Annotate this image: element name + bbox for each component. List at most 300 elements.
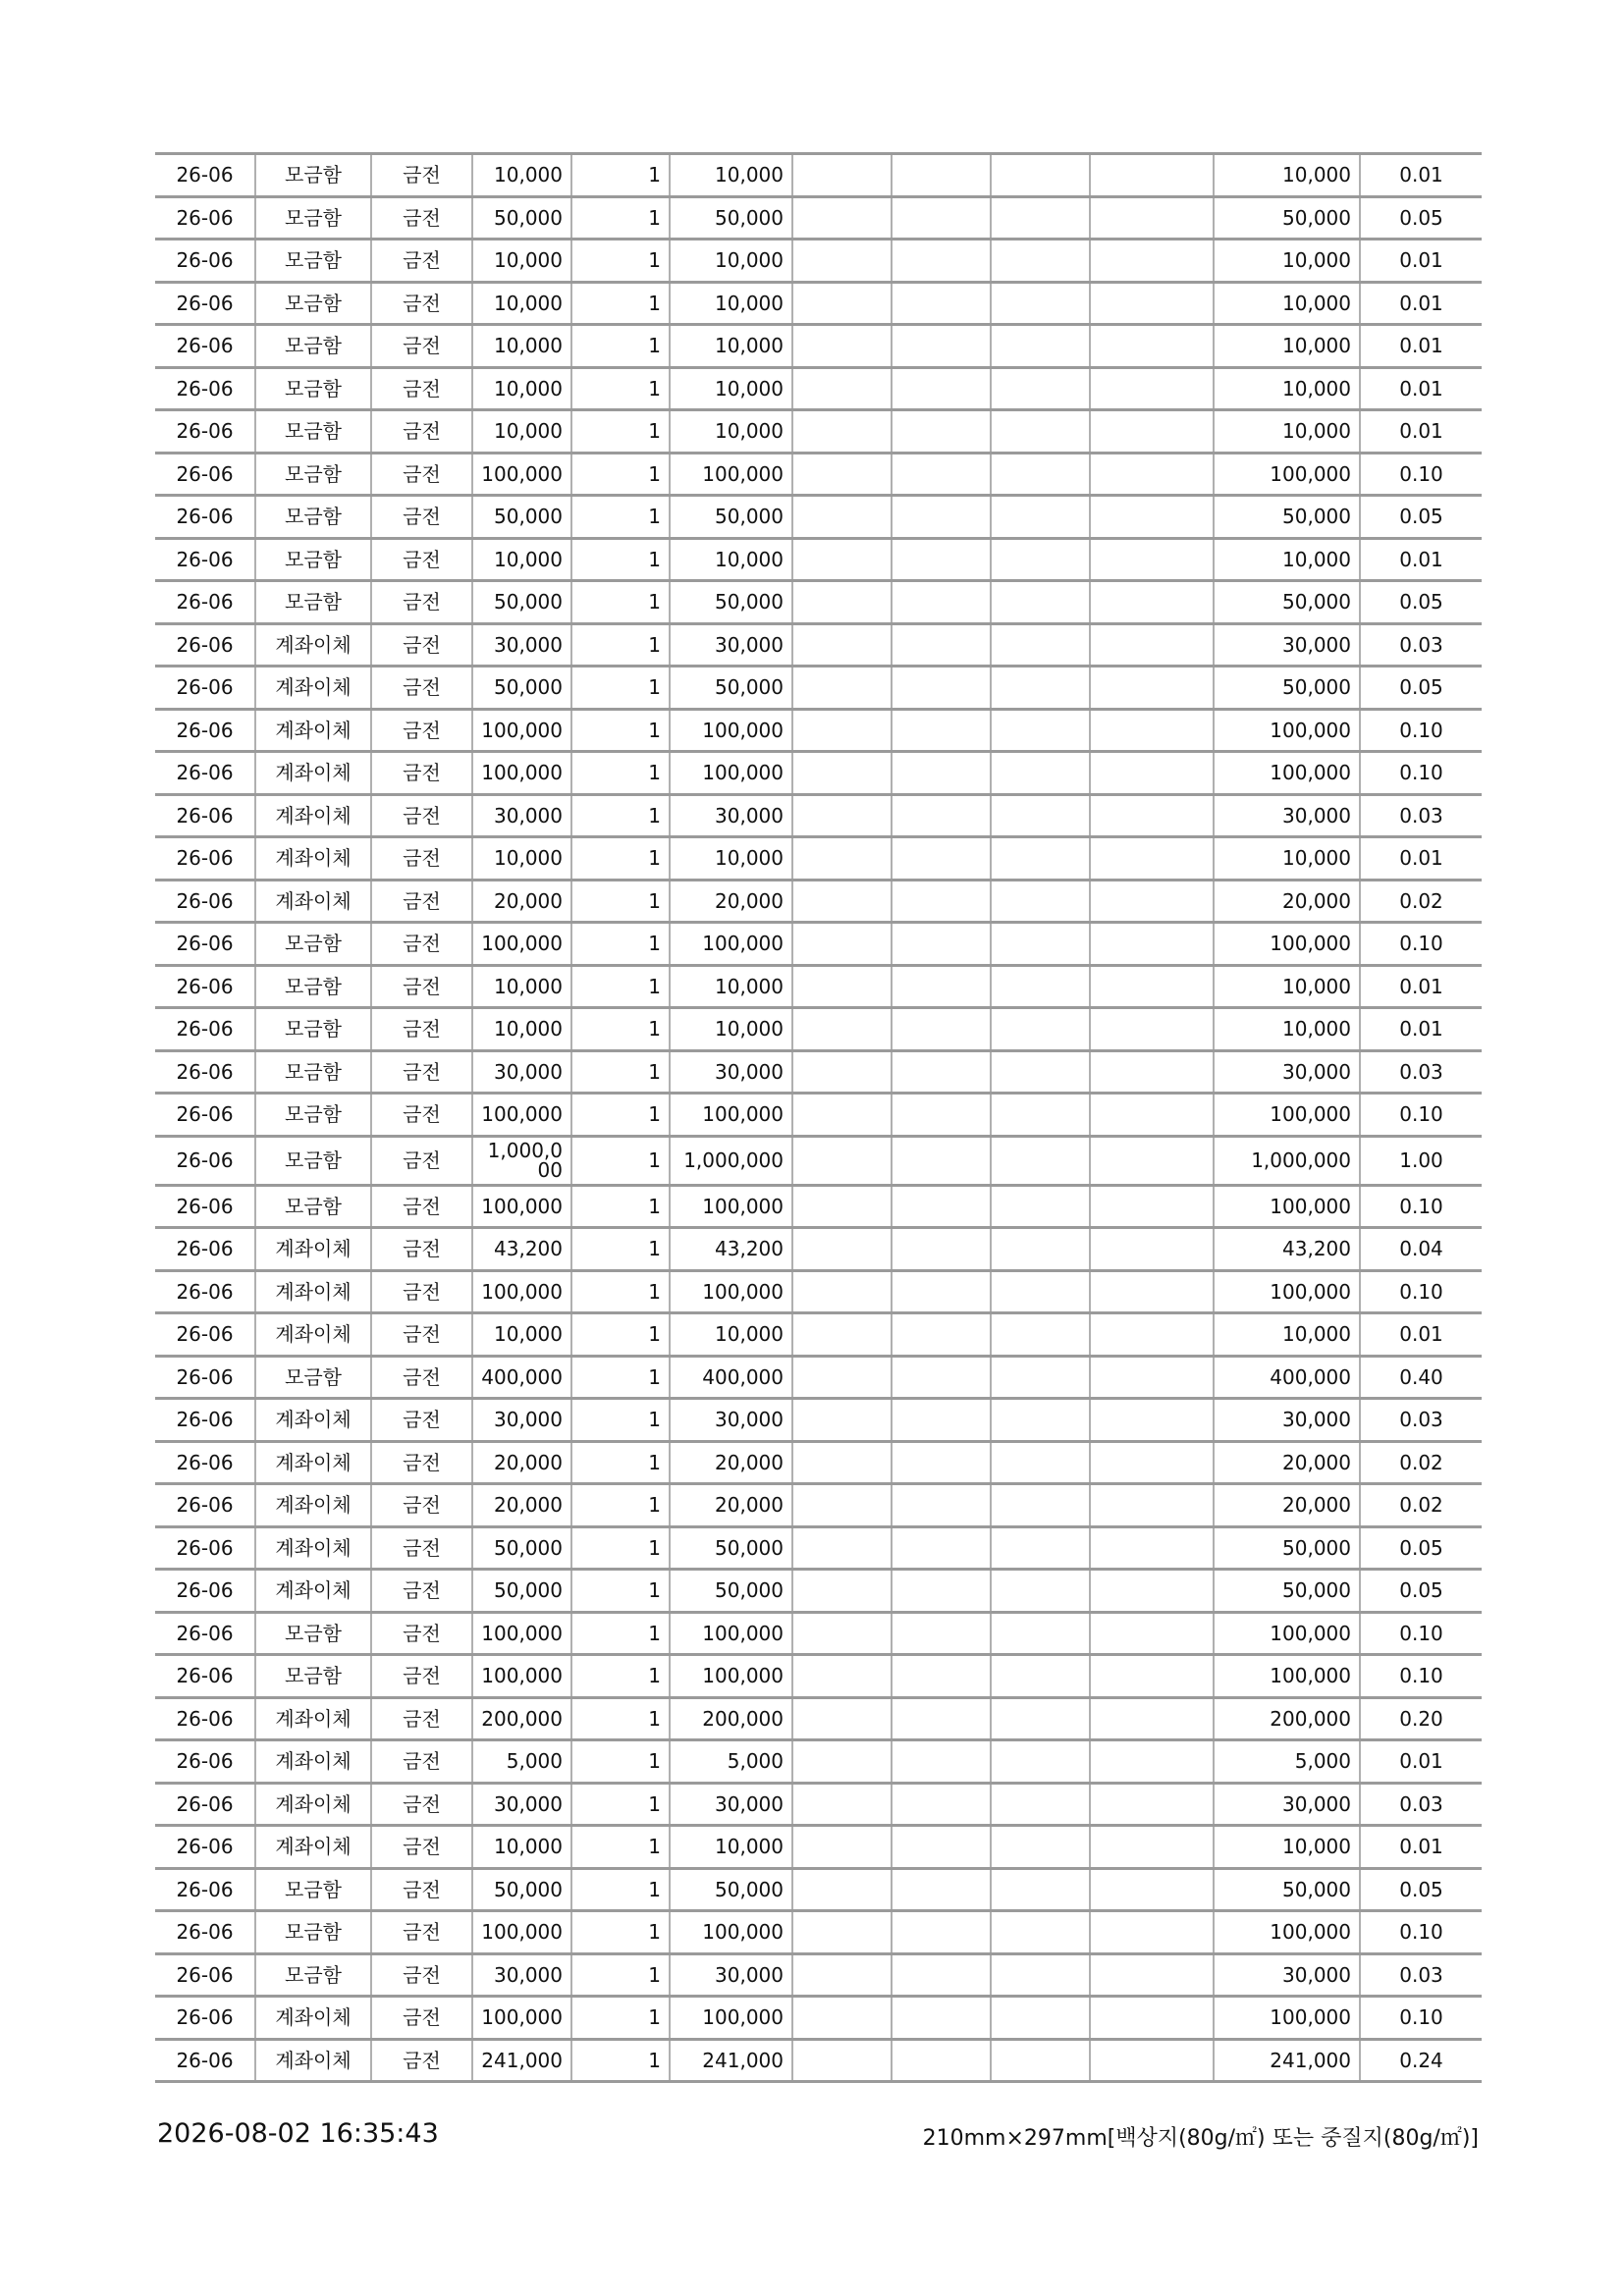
cell-type: 금전: [371, 1094, 472, 1137]
cell-period: 26-06: [155, 1228, 255, 1271]
cell-total: 20,000: [1214, 880, 1360, 923]
cell-method: 모금함: [255, 923, 371, 966]
cell-quantity: 1: [571, 1911, 670, 1954]
cell-period: 26-06: [155, 154, 255, 197]
cell-type: 금전: [371, 752, 472, 795]
cell-method: 모금함: [255, 1612, 371, 1655]
cell-amount: 30,000: [670, 1399, 792, 1442]
cell-period: 26-06: [155, 410, 255, 454]
cell-empty: [1090, 282, 1214, 325]
cell-ratio: 0.10: [1360, 1185, 1482, 1228]
cell-quantity: 1: [571, 325, 670, 368]
cell-empty: [792, 1228, 892, 1271]
cell-quantity: 1: [571, 154, 670, 197]
cell-empty: [991, 1008, 1090, 1051]
cell-empty: [1090, 453, 1214, 496]
cell-ratio: 0.01: [1360, 410, 1482, 454]
cell-empty: [892, 240, 991, 283]
cell-empty: [1090, 1868, 1214, 1911]
cell-empty: [892, 1570, 991, 1613]
cell-empty: [792, 581, 892, 624]
cell-empty: [892, 1228, 991, 1271]
cell-empty: [892, 1484, 991, 1527]
cell-ratio: 0.10: [1360, 752, 1482, 795]
cell-type: 금전: [371, 1356, 472, 1399]
cell-ratio: 0.10: [1360, 923, 1482, 966]
cell-method: 계좌이체: [255, 709, 371, 752]
cell-empty: [892, 709, 991, 752]
cell-empty: [1090, 1526, 1214, 1570]
cell-type: 금전: [371, 453, 472, 496]
cell-empty: [1090, 1697, 1214, 1740]
cell-amount: 400,000: [670, 1356, 792, 1399]
cell-type: 금전: [371, 1997, 472, 2040]
cell-empty: [1090, 1997, 1214, 2040]
cell-empty: [792, 1356, 892, 1399]
cell-ratio: 0.01: [1360, 282, 1482, 325]
cell-empty: [1090, 1484, 1214, 1527]
cell-empty: [991, 837, 1090, 881]
cell-method: 모금함: [255, 196, 371, 240]
cell-period: 26-06: [155, 667, 255, 710]
cell-ratio: 0.01: [1360, 367, 1482, 410]
cell-empty: [1090, 1740, 1214, 1784]
cell-quantity: 1: [571, 1441, 670, 1484]
cell-unit-amount: 50,000: [472, 1868, 571, 1911]
cell-empty: [1090, 2039, 1214, 2082]
cell-empty: [991, 1826, 1090, 1869]
cell-ratio: 0.05: [1360, 667, 1482, 710]
cell-ratio: 0.05: [1360, 496, 1482, 539]
cell-total: 30,000: [1214, 794, 1360, 837]
cell-quantity: 1: [571, 282, 670, 325]
cell-unit-amount: 50,000: [472, 496, 571, 539]
cell-type: 금전: [371, 1441, 472, 1484]
cell-amount: 50,000: [670, 581, 792, 624]
table-row: [155, 1826, 1482, 1869]
cell-empty: [892, 538, 991, 581]
cell-amount: 10,000: [670, 410, 792, 454]
cell-quantity: 1: [571, 196, 670, 240]
cell-empty: [991, 794, 1090, 837]
cell-quantity: 1: [571, 453, 670, 496]
table-row: [155, 837, 1482, 881]
cell-total: 100,000: [1214, 752, 1360, 795]
cell-method: 모금함: [255, 1008, 371, 1051]
cell-empty: [792, 1094, 892, 1137]
cell-type: 금전: [371, 1050, 472, 1094]
cell-empty: [1090, 1570, 1214, 1613]
cell-amount: 100,000: [670, 1911, 792, 1954]
cell-empty: [1090, 965, 1214, 1008]
cell-ratio: 0.10: [1360, 1655, 1482, 1698]
cell-empty: [991, 709, 1090, 752]
cell-ratio: 0.10: [1360, 453, 1482, 496]
cell-empty: [1090, 1313, 1214, 1357]
cell-method: 모금함: [255, 367, 371, 410]
table-row: [155, 538, 1482, 581]
cell-unit-amount: 10,000: [472, 367, 571, 410]
cell-type: 금전: [371, 1008, 472, 1051]
cell-amount: 50,000: [670, 1868, 792, 1911]
cell-empty: [792, 196, 892, 240]
table-row: [155, 1356, 1482, 1399]
cell-ratio: 0.01: [1360, 325, 1482, 368]
cell-empty: [1090, 1270, 1214, 1313]
cell-empty: [991, 1356, 1090, 1399]
cell-ratio: 0.01: [1360, 538, 1482, 581]
cell-empty: [1090, 1094, 1214, 1137]
cell-amount: 100,000: [670, 923, 792, 966]
cell-type: 금전: [371, 1570, 472, 1613]
table-row: [155, 1228, 1482, 1271]
cell-unit-amount: 10,000: [472, 282, 571, 325]
cell-empty: [1090, 1911, 1214, 1954]
cell-total: 30,000: [1214, 1783, 1360, 1826]
cell-empty: [892, 581, 991, 624]
cell-total: 10,000: [1214, 1008, 1360, 1051]
cell-period: 26-06: [155, 367, 255, 410]
cell-unit-amount: 10,000: [472, 837, 571, 881]
cell-empty: [991, 1050, 1090, 1094]
cell-period: 26-06: [155, 1826, 255, 1869]
cell-amount: 10,000: [670, 837, 792, 881]
cell-total: 100,000: [1214, 1270, 1360, 1313]
cell-quantity: 1: [571, 667, 670, 710]
cell-empty: [991, 538, 1090, 581]
cell-type: 금전: [371, 367, 472, 410]
cell-unit-amount: 20,000: [472, 1441, 571, 1484]
cell-empty: [991, 1740, 1090, 1784]
cell-method: 계좌이체: [255, 794, 371, 837]
table-row: [155, 453, 1482, 496]
cell-type: 금전: [371, 880, 472, 923]
cell-ratio: 0.01: [1360, 965, 1482, 1008]
cell-empty: [991, 965, 1090, 1008]
cell-empty: [1090, 1228, 1214, 1271]
cell-empty: [892, 752, 991, 795]
cell-quantity: 1: [571, 1655, 670, 1698]
cell-empty: [792, 1441, 892, 1484]
cell-empty: [1090, 794, 1214, 837]
cell-empty: [991, 1484, 1090, 1527]
cell-empty: [892, 1911, 991, 1954]
cell-type: 금전: [371, 1270, 472, 1313]
cell-unit-amount: 10,000: [472, 1008, 571, 1051]
cell-unit-amount: 10,000: [472, 154, 571, 197]
cell-unit-amount: 30,000: [472, 1399, 571, 1442]
cell-amount: 30,000: [670, 1783, 792, 1826]
cell-type: 금전: [371, 1740, 472, 1784]
cell-period: 26-06: [155, 709, 255, 752]
cell-empty: [991, 196, 1090, 240]
cell-amount: 20,000: [670, 880, 792, 923]
cell-total: 5,000: [1214, 1740, 1360, 1784]
cell-type: 금전: [371, 1783, 472, 1826]
cell-ratio: 0.03: [1360, 794, 1482, 837]
cell-type: 금전: [371, 1526, 472, 1570]
cell-empty: [892, 1136, 991, 1185]
cell-empty: [892, 880, 991, 923]
cell-total: 10,000: [1214, 325, 1360, 368]
cell-total: 100,000: [1214, 709, 1360, 752]
cell-empty: [991, 1868, 1090, 1911]
cell-amount: 50,000: [670, 1526, 792, 1570]
cell-type: 금전: [371, 1612, 472, 1655]
cell-empty: [792, 1484, 892, 1527]
cell-amount: 10,000: [670, 965, 792, 1008]
cell-empty: [792, 282, 892, 325]
cell-method: 모금함: [255, 453, 371, 496]
cell-empty: [1090, 538, 1214, 581]
table-row: [155, 1612, 1482, 1655]
cell-period: 26-06: [155, 1313, 255, 1357]
cell-period: 26-06: [155, 1953, 255, 1997]
cell-period: 26-06: [155, 1868, 255, 1911]
cell-quantity: 1: [571, 837, 670, 881]
table-row: [155, 240, 1482, 283]
cell-quantity: 1: [571, 496, 670, 539]
cell-type: 금전: [371, 2039, 472, 2082]
cell-unit-amount: 50,000: [472, 1570, 571, 1613]
cell-period: 26-06: [155, 1783, 255, 1826]
cell-period: 26-06: [155, 623, 255, 667]
cell-type: 금전: [371, 581, 472, 624]
cell-amount: 30,000: [670, 1050, 792, 1094]
cell-type: 금전: [371, 794, 472, 837]
cell-empty: [892, 453, 991, 496]
cell-empty: [1090, 1050, 1214, 1094]
cell-empty: [1090, 325, 1214, 368]
table-row: [155, 1008, 1482, 1051]
cell-empty: [892, 325, 991, 368]
cell-unit-amount: 100,000: [472, 1911, 571, 1954]
cell-unit-amount: 100,000: [472, 1185, 571, 1228]
cell-total: 100,000: [1214, 1655, 1360, 1698]
cell-empty: [892, 282, 991, 325]
table-row: [155, 1313, 1482, 1357]
cell-empty: [991, 1185, 1090, 1228]
table-row: [155, 410, 1482, 454]
cell-empty: [792, 1136, 892, 1185]
cell-empty: [1090, 581, 1214, 624]
cell-empty: [792, 1740, 892, 1784]
cell-total: 20,000: [1214, 1484, 1360, 1527]
table-row: [155, 1868, 1482, 1911]
cell-empty: [792, 1612, 892, 1655]
cell-empty: [1090, 496, 1214, 539]
cell-total: 30,000: [1214, 1953, 1360, 1997]
cell-unit-amount: 100,000: [472, 1997, 571, 2040]
cell-empty: [1090, 837, 1214, 881]
cell-ratio: 0.02: [1360, 1441, 1482, 1484]
cell-amount: 43,200: [670, 1228, 792, 1271]
cell-empty: [1090, 154, 1214, 197]
cell-empty: [792, 709, 892, 752]
cell-type: 금전: [371, 1185, 472, 1228]
cell-method: 계좌이체: [255, 1570, 371, 1613]
cell-empty: [892, 1270, 991, 1313]
cell-method: 계좌이체: [255, 837, 371, 881]
cell-unit-amount: 100,000: [472, 453, 571, 496]
cell-empty: [892, 667, 991, 710]
cell-ratio: 0.01: [1360, 1008, 1482, 1051]
cell-total: 10,000: [1214, 240, 1360, 283]
cell-ratio: 0.01: [1360, 1313, 1482, 1357]
cell-amount: 10,000: [670, 325, 792, 368]
cell-unit-amount: 100,000: [472, 923, 571, 966]
cell-quantity: 1: [571, 1526, 670, 1570]
cell-empty: [991, 923, 1090, 966]
cell-quantity: 1: [571, 1740, 670, 1784]
cell-type: 금전: [371, 1136, 472, 1185]
cell-period: 26-06: [155, 325, 255, 368]
table-row: [155, 1953, 1482, 1997]
table-row: [155, 1094, 1482, 1137]
cell-empty: [792, 410, 892, 454]
cell-unit-amount: 10,000: [472, 325, 571, 368]
cell-type: 금전: [371, 325, 472, 368]
cell-amount: 50,000: [670, 1570, 792, 1613]
cell-type: 금전: [371, 667, 472, 710]
cell-unit-amount: 100,000: [472, 752, 571, 795]
cell-empty: [792, 1697, 892, 1740]
cell-empty: [1090, 1441, 1214, 1484]
cell-empty: [792, 923, 892, 966]
table-row: [155, 923, 1482, 966]
cell-amount: 50,000: [670, 667, 792, 710]
cell-quantity: 1: [571, 1356, 670, 1399]
cell-empty: [1090, 667, 1214, 710]
cell-ratio: 0.02: [1360, 880, 1482, 923]
cell-period: 26-06: [155, 1997, 255, 2040]
cell-empty: [792, 880, 892, 923]
cell-total: 10,000: [1214, 154, 1360, 197]
cell-amount: 241,000: [670, 2039, 792, 2082]
cell-unit-amount: 200,000: [472, 1697, 571, 1740]
cell-method: 계좌이체: [255, 880, 371, 923]
cell-quantity: 1: [571, 240, 670, 283]
ledger-body: [155, 154, 1482, 2082]
cell-empty: [792, 1185, 892, 1228]
cell-amount: 20,000: [670, 1484, 792, 1527]
cell-ratio: 0.02: [1360, 1484, 1482, 1527]
cell-unit-amount: 10,000: [472, 240, 571, 283]
cell-method: 모금함: [255, 154, 371, 197]
cell-method: 모금함: [255, 1911, 371, 1954]
cell-ratio: 0.03: [1360, 1783, 1482, 1826]
cell-period: 26-06: [155, 538, 255, 581]
cell-amount: 10,000: [670, 1313, 792, 1357]
cell-unit-amount: 10,000: [472, 538, 571, 581]
cell-empty: [892, 1008, 991, 1051]
cell-empty: [792, 1570, 892, 1613]
cell-total: 100,000: [1214, 923, 1360, 966]
cell-quantity: 1: [571, 1185, 670, 1228]
cell-empty: [892, 837, 991, 881]
cell-type: 금전: [371, 709, 472, 752]
cell-empty: [1090, 1399, 1214, 1442]
cell-total: 100,000: [1214, 1094, 1360, 1137]
cell-period: 26-06: [155, 1484, 255, 1527]
cell-total: 1,000,000: [1214, 1136, 1360, 1185]
cell-amount: 50,000: [670, 496, 792, 539]
cell-period: 26-06: [155, 1185, 255, 1228]
cell-empty: [991, 1399, 1090, 1442]
cell-method: 모금함: [255, 1136, 371, 1185]
cell-empty: [792, 1783, 892, 1826]
cell-unit-amount: 5,000: [472, 1740, 571, 1784]
cell-ratio: 0.10: [1360, 1997, 1482, 2040]
cell-type: 금전: [371, 496, 472, 539]
cell-empty: [1090, 367, 1214, 410]
cell-total: 10,000: [1214, 1313, 1360, 1357]
cell-empty: [1090, 410, 1214, 454]
cell-ratio: 0.03: [1360, 1399, 1482, 1442]
cell-amount: 200,000: [670, 1697, 792, 1740]
cell-unit-amount: 100,000: [472, 1094, 571, 1137]
cell-amount: 10,000: [670, 240, 792, 283]
cell-total: 100,000: [1214, 453, 1360, 496]
cell-empty: [1090, 1008, 1214, 1051]
cell-empty: [792, 1270, 892, 1313]
cell-empty: [991, 1094, 1090, 1137]
cell-period: 26-06: [155, 1399, 255, 1442]
cell-empty: [892, 965, 991, 1008]
table-row: [155, 196, 1482, 240]
cell-method: 계좌이체: [255, 1997, 371, 2040]
cell-empty: [1090, 1356, 1214, 1399]
cell-total: 10,000: [1214, 410, 1360, 454]
cell-method: 모금함: [255, 538, 371, 581]
table-row: [155, 1570, 1482, 1613]
cell-quantity: 1: [571, 1783, 670, 1826]
cell-quantity: 1: [571, 923, 670, 966]
cell-total: 50,000: [1214, 1570, 1360, 1613]
cell-amount: 100,000: [670, 453, 792, 496]
cell-ratio: 0.10: [1360, 1911, 1482, 1954]
cell-empty: [991, 1997, 1090, 2040]
cell-unit-amount: 10,000: [472, 1826, 571, 1869]
cell-empty: [792, 1826, 892, 1869]
cell-type: 금전: [371, 837, 472, 881]
cell-period: 26-06: [155, 1270, 255, 1313]
cell-type: 금전: [371, 923, 472, 966]
cell-method: 계좌이체: [255, 1313, 371, 1357]
table-row: [155, 1050, 1482, 1094]
cell-total: 30,000: [1214, 1050, 1360, 1094]
cell-type: 금전: [371, 154, 472, 197]
cell-period: 26-06: [155, 923, 255, 966]
cell-empty: [991, 325, 1090, 368]
cell-quantity: 1: [571, 2039, 670, 2082]
table-row: [155, 709, 1482, 752]
cell-empty: [792, 154, 892, 197]
cell-empty: [892, 1697, 991, 1740]
table-row: [155, 1136, 1482, 1185]
cell-empty: [792, 325, 892, 368]
cell-empty: [991, 496, 1090, 539]
cell-period: 26-06: [155, 1612, 255, 1655]
cell-unit-amount: 30,000: [472, 794, 571, 837]
cell-period: 26-06: [155, 794, 255, 837]
cell-ratio: 0.10: [1360, 709, 1482, 752]
cell-period: 26-06: [155, 880, 255, 923]
cell-amount: 100,000: [670, 1185, 792, 1228]
cell-ratio: 0.05: [1360, 581, 1482, 624]
cell-empty: [991, 1783, 1090, 1826]
cell-quantity: 1: [571, 538, 670, 581]
